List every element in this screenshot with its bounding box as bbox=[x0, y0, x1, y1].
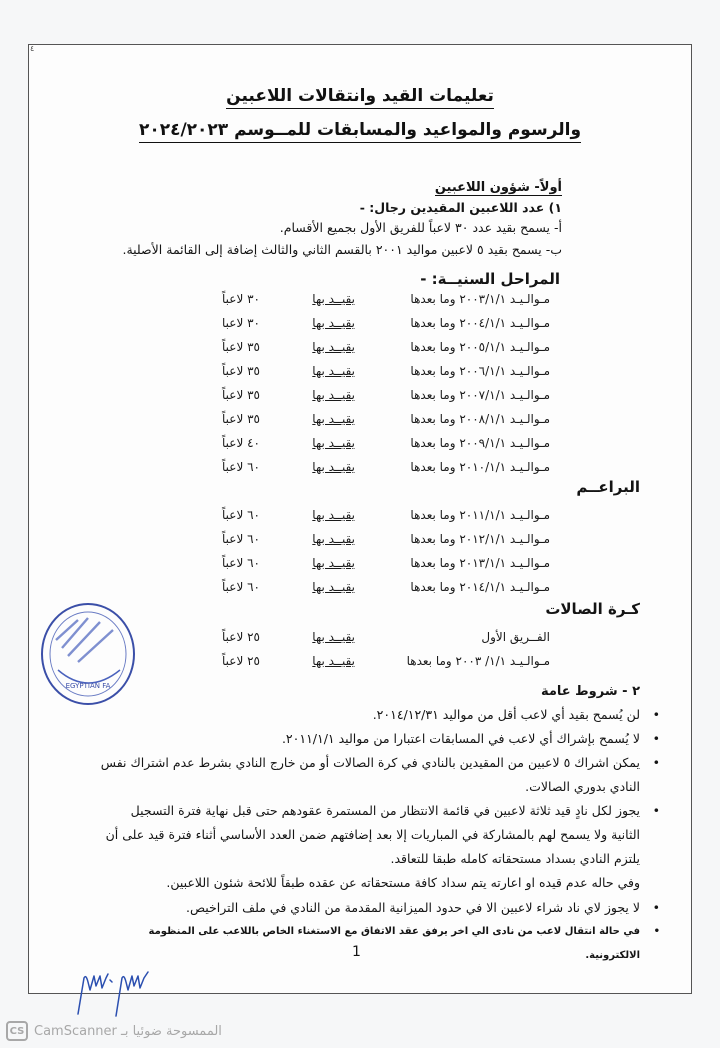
quota-row bbox=[200, 316, 550, 336]
birth-range: مـوالـيـد ٢٠٠٧/١/١ وما بعدها bbox=[410, 388, 550, 402]
player-count: ٣٥ لاعباً bbox=[222, 388, 260, 402]
player-count: ٣٥ لاعباً bbox=[222, 340, 260, 354]
player-count: ٦٠ لاعباً bbox=[222, 532, 260, 546]
item-b: ب- يسمح بقيد ٥ لاعبين مواليد ٢٠٠١ بالقسم الثاني والثالث إضافة إلى القائمة الأصلية. bbox=[122, 242, 562, 257]
player-count: ٤٠ لاعباً bbox=[222, 436, 260, 450]
player-count: ٢٥ لاعباً bbox=[222, 630, 260, 644]
player-count: ٢٥ لاعباً bbox=[222, 654, 260, 668]
registration-label: يقيــد بها bbox=[312, 388, 355, 402]
juniors-heading: البراعــم bbox=[576, 478, 640, 496]
quota-row bbox=[200, 556, 550, 576]
birth-range: مـوالـيـد ٢٠٠٨/١/١ وما بعدها bbox=[410, 412, 550, 426]
birth-range: مـوالـيـد ٢٠١٣/١/١ وما بعدها bbox=[410, 556, 550, 570]
registration-label: يقيــد بها bbox=[312, 292, 355, 306]
registration-label: يقيــد بها bbox=[312, 654, 355, 668]
age-stages-heading: المراحل السنيــة: - bbox=[420, 270, 560, 288]
general-conditions-heading: ٢ - شروط عامة bbox=[540, 684, 640, 699]
registration-label: يقيــد بها bbox=[312, 460, 355, 474]
registration-label: يقيــد بها bbox=[312, 436, 355, 450]
quota-row bbox=[200, 364, 550, 384]
registration-label: يقيــد بها bbox=[312, 316, 355, 330]
condition-bullet: • في حالة انتقال لاعب من نادى الي اخر يرفق عقد الاتفاق مع الاستغناء الخاص باللاعب على المنظومة الالكترونية. bbox=[100, 920, 640, 968]
item-1-heading: ١) عدد اللاعبين المقيدين رجال: - bbox=[359, 200, 562, 215]
quota-row bbox=[200, 388, 550, 408]
bullet-dot-icon: • bbox=[652, 731, 660, 746]
registration-label: يقيــد بها bbox=[312, 580, 355, 594]
birth-range: مـوالـيـد ٢٠١٠/١/١ وما بعدها bbox=[410, 460, 550, 474]
player-count: ٣٥ لاعباً bbox=[222, 364, 260, 378]
quota-row bbox=[200, 340, 550, 360]
quota-row bbox=[200, 654, 550, 674]
registration-label: يقيــد بها bbox=[312, 556, 355, 570]
quota-row bbox=[200, 532, 550, 552]
quota-row bbox=[200, 630, 550, 650]
registration-label: يقيــد بها bbox=[312, 532, 355, 546]
player-count: ٦٠ لاعباً bbox=[222, 508, 260, 522]
birth-range: مـوالـيـد ١/١/ ٢٠٠٣ وما بعدها bbox=[406, 654, 550, 668]
birth-range: مـوالـيـد ٢٠١٢/١/١ وما بعدها bbox=[410, 532, 550, 546]
official-stamp-icon bbox=[38, 600, 138, 708]
corner-mark: ٤ bbox=[30, 44, 35, 53]
futsal-heading: كـرة الصالات bbox=[545, 600, 640, 618]
registration-label: يقيــد بها bbox=[312, 364, 355, 378]
player-count: ٦٠ لاعباً bbox=[222, 580, 260, 594]
bullet-dot-icon: • bbox=[652, 900, 660, 915]
birth-range: مـوالـيـد ٢٠٠٩/١/١ وما بعدها bbox=[410, 436, 550, 450]
bullet-dot-icon: • bbox=[652, 803, 660, 818]
signature-icon bbox=[70, 970, 160, 1018]
quota-row bbox=[200, 508, 550, 528]
condition-bullet: • يجوز لكل نادٍ قيد ثلاثة لاعبين في قائمة الانتظار من المستمرة عقودهم حتى قبل نهاية فترة التسجيل الثانية ولا يسمح لهم بالمشاركة في المباريات إلا بعد إضافتهم ضمن العدد الأساسي أثناء فترة قيد على أن يلتزم النادي بسداد مستحقاته كامله طبقا للتعاقد. bbox=[100, 799, 640, 871]
quota-row bbox=[200, 580, 550, 600]
player-count: ٣٠ لاعبا bbox=[222, 316, 260, 330]
player-count: ٦٠ لاعباً bbox=[222, 460, 260, 474]
bullet-dot-icon: • bbox=[653, 926, 660, 937]
camscanner-logo-icon: CS bbox=[6, 1021, 28, 1041]
quota-row bbox=[200, 460, 550, 480]
birth-range: مـوالـيـد ٢٠٠٦/١/١ وما بعدها bbox=[410, 364, 550, 378]
condition-bullet: • يمكن اشراك ٥ لاعبين من المقيدين بالنادي في كرة الصالات أو من خارج النادي بشرط عدم اشتراك نفس النادي بدوري الصالات. bbox=[100, 751, 640, 799]
player-count: ٣٥ لاعباً bbox=[222, 412, 260, 426]
birth-range: مـوالـيـد ٢٠١١/١/١ وما بعدها bbox=[410, 508, 550, 522]
birth-range: مـوالـيـد ٢٠٠٣/١/١ وما بعدها bbox=[410, 292, 550, 306]
quota-row bbox=[200, 412, 550, 432]
section-heading-players-affairs: أولاً- شؤون اللاعبين bbox=[434, 180, 562, 195]
registration-label: يقيــد بها bbox=[312, 412, 355, 426]
birth-range: مـوالـيـد ٢٠٠٥/١/١ وما بعدها bbox=[410, 340, 550, 354]
birth-range: مـوالـيـد ٢٠١٤/١/١ وما بعدها bbox=[410, 580, 550, 594]
page-number: 1 bbox=[352, 944, 361, 960]
registration-label: يقيــد بها bbox=[312, 630, 355, 644]
bullet-dot-icon: • bbox=[652, 707, 660, 722]
registration-label: يقيــد بها bbox=[312, 340, 355, 354]
registration-label: يقيــد بها bbox=[312, 508, 355, 522]
birth-range: مـوالـيـد ٢٠٠٤/١/١ وما بعدها bbox=[410, 316, 550, 330]
condition-bullet: • لن يُسمح بقيد أي لاعب أقل من مواليد ٢٠١٤/١٢/٣١. bbox=[100, 703, 640, 727]
birth-range: الفــريق الأول bbox=[481, 630, 550, 644]
quota-row bbox=[200, 436, 550, 456]
condition-continuation: وفي حاله عدم قيده او اعارته يتم سداد كافة مستحقاته عن عقده طبقاً للائحة شئون اللاعبين. bbox=[166, 875, 640, 890]
document-title: تعليمات القيد وانتقالات اللاعبين bbox=[0, 86, 720, 106]
stamp-text: EGYPTIAN FA bbox=[65, 682, 111, 690]
camscanner-watermark bbox=[6, 1020, 222, 1042]
document-subtitle: والرسوم والمواعيد والمسابقات للمــوسم ٢٠٢٤/٢٠٢٣ bbox=[0, 120, 720, 140]
item-a: أ- يسمح بقيد عدد ٣٠ لاعباً للفريق الأول بجميع الأقسام. bbox=[279, 220, 562, 235]
quota-row bbox=[200, 292, 550, 312]
player-count: ٣٠ لاعباً bbox=[222, 292, 260, 306]
condition-bullet: • لا يُسمح بإشراك أي لاعب في المسابقات اعتبارا من مواليد ٢٠١١/١/١. bbox=[100, 727, 640, 751]
watermark-text: الممسوحة ضوئيا بـ CamScanner bbox=[34, 1023, 222, 1039]
player-count: ٦٠ لاعباً bbox=[222, 556, 260, 570]
condition-bullet: • لا يجوز لاي ناد شراء لاعبين الا في حدود الميزانية المقدمة من النادي في ملف التراخيص. bbox=[100, 896, 640, 920]
bullet-dot-icon: • bbox=[652, 755, 660, 770]
